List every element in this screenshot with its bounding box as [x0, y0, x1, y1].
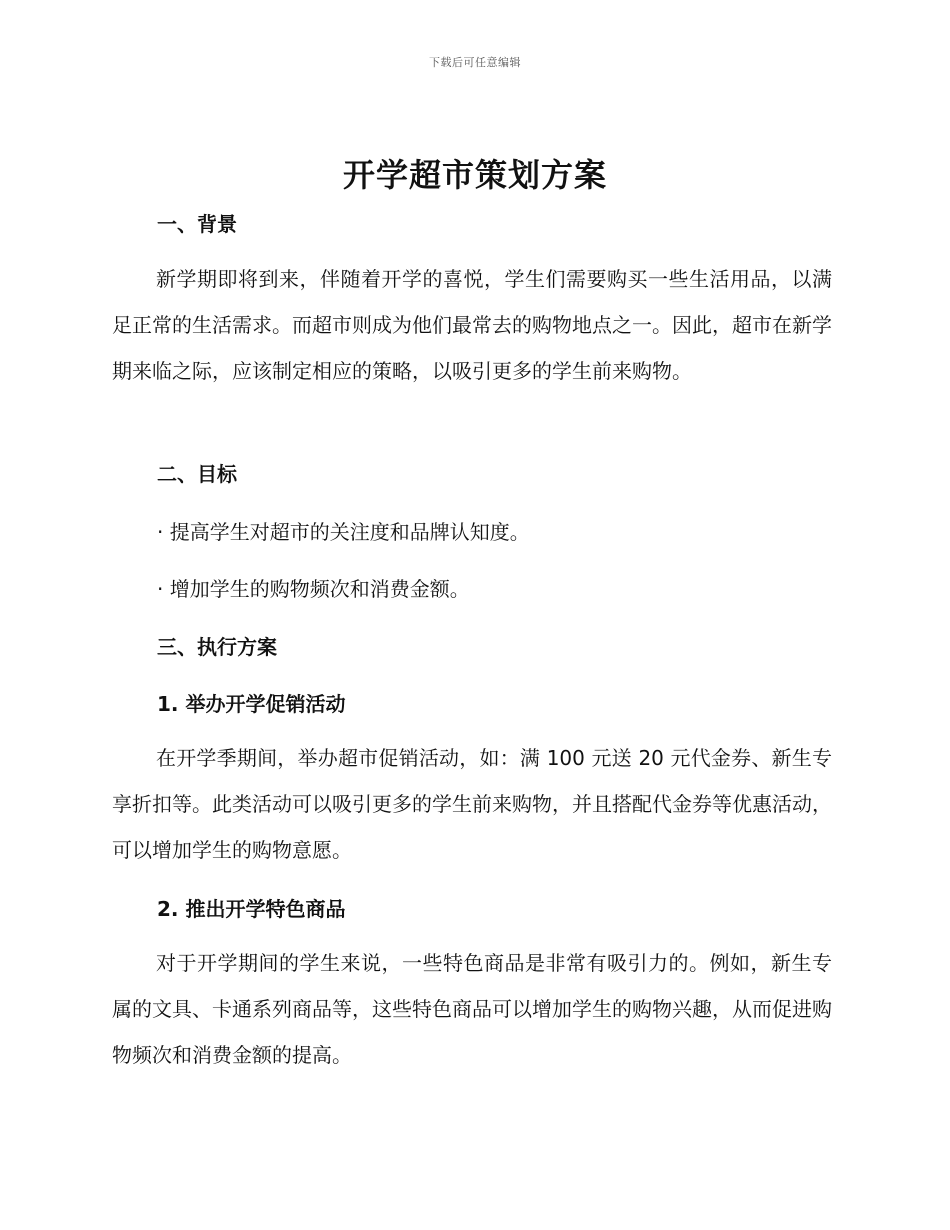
section-heading-plan: 三、执行方案 — [157, 635, 277, 659]
document-title: 开学超市策划方案 — [342, 156, 607, 194]
goal-item-2: · 增加学生的购物频次和消费金额。 — [157, 577, 470, 601]
subsection-heading-promotion: 1. 举办开学促销活动 — [157, 692, 346, 716]
goal-item-1: · 提高学生对超市的关注度和品牌认知度。 — [157, 520, 530, 544]
special-products-paragraph: 对于开学期间的学生来说，一些特色商品是非常有吸引力的。例如，新生专属的文具、卡通系列商品等，这些特色商品可以增加学生的购物兴趣，从而促进购物频次和消费金额的提高。 — [112, 951, 832, 1067]
section-heading-background: 一、背景 — [157, 212, 237, 236]
subsection-heading-special-products: 2. 推出开学特色商品 — [157, 897, 346, 921]
header-note: 下载后可任意编辑 — [429, 56, 521, 69]
section-heading-goals: 二、目标 — [157, 462, 237, 486]
promotion-paragraph: 在开学季期间，举办超市促销活动，如：满 100 元送 20 元代金券、新生专享折扣等。此类活动可以吸引更多的学生前来购物，并且搭配代金券等优惠活动，可以增加学生的购物意愿。 — [112, 746, 832, 862]
background-paragraph: 新学期即将到来，伴随着开学的喜悦，学生们需要购买一些生活用品，以满足正常的生活需求。而超市则成为他们最常去的购物地点之一。因此，超市在新学期来临之际，应该制定相应的策略，以吸引更多的学生前来购物。 — [112, 267, 832, 383]
